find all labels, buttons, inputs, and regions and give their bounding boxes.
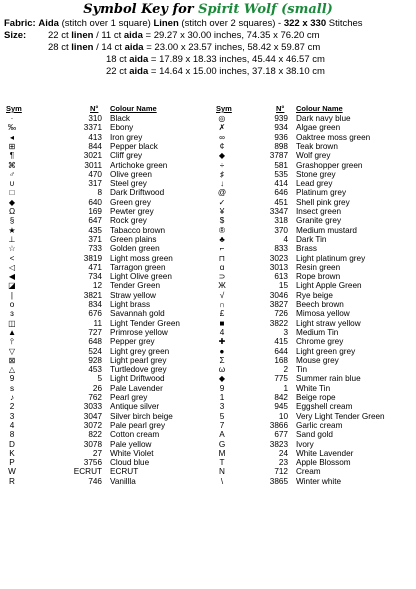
stitch-symbol: <	[9, 253, 15, 263]
thread-number: 3865	[269, 476, 288, 486]
thread-number: 3011	[84, 160, 102, 170]
thread-number: 318	[274, 216, 288, 226]
thread-number: 169	[88, 207, 102, 216]
header-name-right: Colour Name	[296, 104, 343, 113]
colour-name: Oaktree moss green	[296, 132, 371, 142]
colour-name: White Lavender	[296, 448, 354, 458]
thread-number: 3819	[83, 253, 102, 263]
colour-name: Ivory	[296, 439, 314, 449]
colour-name: Silver birch beige	[110, 411, 173, 421]
thread-number: 3033	[83, 402, 102, 412]
colour-name: Light straw yellow	[296, 318, 361, 328]
size-label-text: Size:	[4, 30, 27, 41]
stitch-symbol: ∞	[219, 132, 225, 142]
size-line-1	[48, 30, 320, 41]
stitch-symbol: ω	[218, 365, 226, 375]
thread-number: 24	[278, 448, 288, 458]
colour-name: Light Apple Green	[296, 281, 362, 291]
thread-number: 727	[88, 327, 102, 337]
colour-name: Tender Green	[110, 281, 161, 291]
colour-name: White Violet	[110, 448, 154, 458]
stitch-symbol: ∩	[219, 300, 225, 309]
colour-name: Very Light Tender Green	[296, 411, 385, 421]
colour-name: Green grey	[110, 197, 151, 207]
colour-name: Tarragon green	[110, 262, 166, 272]
thread-number: 3827	[269, 300, 288, 309]
stitch-symbol: ÷	[219, 160, 225, 170]
fabric-label: Fabric:	[4, 18, 36, 29]
thread-number: 3046	[269, 290, 288, 300]
thread-number: 726	[274, 309, 288, 319]
stitch-symbol: √	[219, 290, 225, 300]
stitch-symbol: \	[220, 476, 224, 486]
stitch-symbol: ↓	[219, 179, 225, 189]
stitch-symbol: ▲	[7, 327, 17, 337]
thread-number: 5	[97, 374, 102, 384]
colour-name: Eggshell cream	[296, 402, 353, 412]
colour-name: Summer rain blue	[296, 374, 361, 384]
colour-name: Cloud blue	[110, 458, 150, 468]
colour-name: Insect green	[296, 207, 342, 216]
thread-number: 371	[88, 234, 102, 244]
symbol-key-table	[0, 104, 416, 504]
thread-number: 8	[97, 188, 102, 198]
thread-number: 413	[88, 132, 102, 142]
size-fabric: aida	[129, 54, 149, 65]
size-dimensions: = 29.27 x 30.00 inches, 74.35 x 76.20 cm	[145, 30, 320, 41]
colour-name: Light pearl grey	[110, 355, 167, 365]
colour-name: Resin green	[296, 262, 341, 272]
size-fabric-2: aida	[124, 42, 144, 53]
stitch-symbol: £	[219, 309, 225, 319]
colour-name: Beech brown	[296, 300, 344, 309]
thread-number: 3821	[83, 290, 102, 300]
colour-name: Dark Driftwood	[110, 188, 165, 198]
stitch-symbol: Ж	[218, 281, 226, 291]
stitch-symbol: ⊥	[8, 234, 16, 244]
thread-number: 451	[274, 197, 288, 207]
stitch-symbol: ⊃	[218, 272, 226, 282]
size-count-2: / 11 ct	[96, 30, 122, 41]
stitch-symbol: ®	[218, 225, 226, 235]
colour-name: Shell pink grey	[296, 197, 350, 207]
size-count: 18 ct	[106, 54, 127, 65]
size-count: 22 ct	[48, 30, 69, 41]
stitch-symbol: N	[219, 467, 225, 477]
thread-number: 834	[88, 300, 102, 309]
thread-number: 1	[283, 383, 288, 393]
colour-name: Straw yellow	[110, 290, 156, 300]
thread-number: 934	[274, 123, 288, 133]
stitch-symbol: 4	[219, 327, 225, 337]
colour-name: Dark navy blue	[296, 114, 351, 123]
thread-number: 27	[92, 448, 102, 458]
header-num-left: N°	[90, 104, 99, 113]
thread-number: 648	[88, 337, 102, 347]
thread-number: 822	[88, 430, 102, 440]
thread-number: 733	[88, 244, 102, 254]
colour-name: Teak brown	[296, 141, 338, 151]
thread-number: 677	[274, 430, 288, 440]
colour-name: Light brass	[110, 300, 151, 309]
thread-number: 3822	[269, 318, 288, 328]
colour-name: Olive green	[110, 169, 152, 179]
thread-number: 945	[274, 402, 288, 412]
colour-name: Medium Tin	[296, 327, 339, 337]
thread-number: 3013	[269, 262, 288, 272]
stitch-symbol: ☆	[8, 244, 16, 254]
header-num-right: N°	[276, 104, 285, 113]
thread-number: 3823	[269, 439, 288, 449]
stitch-symbol: P	[9, 458, 15, 468]
colour-name: Stone grey	[296, 169, 336, 179]
stitch-symbol: ⊞	[8, 141, 16, 151]
stitch-symbol: $	[219, 216, 225, 226]
stitch-symbol: ◫	[8, 318, 16, 328]
colour-name: Granite grey	[296, 216, 342, 226]
size-label	[4, 30, 26, 41]
thread-number: 613	[274, 272, 288, 282]
colour-name: Garlic cream	[296, 420, 343, 430]
thread-number: 168	[274, 355, 288, 365]
stitch-symbol: 2	[9, 402, 15, 412]
colour-name: Pale pearl grey	[110, 420, 166, 430]
stitch-symbol: 9	[9, 374, 15, 384]
page-title	[0, 2, 416, 17]
colour-name: White Tin	[296, 383, 331, 393]
colour-name: Dark Tin	[296, 234, 327, 244]
colour-name: Brass	[296, 244, 317, 254]
thread-number: 470	[88, 169, 102, 179]
stitch-symbol: ¥	[219, 207, 225, 216]
thread-number: 3047	[83, 411, 102, 421]
colour-name: Cream	[296, 467, 321, 477]
size-dimensions: = 23.00 x 23.57 inches, 58.42 x 59.87 cm	[146, 42, 321, 53]
thread-number: 3756	[83, 458, 102, 468]
thread-number: 414	[274, 179, 288, 189]
size-fabric: linen	[71, 42, 94, 53]
thread-number: 453	[88, 365, 102, 375]
thread-number: 762	[88, 393, 102, 402]
thread-number: 3866	[269, 420, 288, 430]
colour-name: Platinum grey	[296, 188, 347, 198]
fabric-aida: Aida	[38, 18, 59, 29]
stitch-symbol: o	[9, 300, 15, 309]
stitch-symbol: W	[8, 467, 16, 477]
size-fabric: aida	[129, 66, 149, 77]
colour-name: Cliff grey	[110, 151, 143, 161]
colour-name: Rye beige	[296, 290, 333, 300]
thread-number: 3787	[269, 151, 288, 161]
thread-number: 842	[274, 393, 288, 402]
thread-number: 317	[88, 179, 102, 189]
colour-name: Winter white	[296, 476, 342, 486]
thread-number: 936	[274, 132, 288, 142]
thread-number: 2	[283, 365, 288, 375]
colour-name: Pepper grey	[110, 337, 155, 347]
size-fabric-2: aida	[123, 30, 143, 41]
thread-number: 10	[278, 411, 288, 421]
stitch-symbol: D	[9, 439, 15, 449]
stitch-symbol: T	[219, 458, 225, 468]
colour-name: Vanillla	[110, 476, 136, 486]
thread-number: 676	[88, 309, 102, 319]
size-line-3	[106, 54, 325, 65]
stitch-symbol: ♂	[8, 169, 16, 179]
stitch-symbol: ✓	[218, 197, 226, 207]
colour-name: Beige rope	[296, 393, 336, 402]
stitch-symbol: ⊓	[218, 253, 226, 263]
size-count: 22 ct	[106, 66, 127, 77]
thread-number: 535	[274, 169, 288, 179]
colour-name: Golden green	[110, 244, 160, 254]
title-pattern-name: Spirit Wolf (small)	[198, 2, 333, 17]
thread-number: 640	[88, 197, 102, 207]
colour-name: Wolf grey	[296, 151, 331, 161]
thread-number: 4	[283, 234, 288, 244]
colour-name: Lead grey	[296, 179, 333, 189]
fabric-stitches: 322 x 330	[283, 18, 327, 29]
thread-number: 3021	[83, 151, 102, 161]
stitch-symbol: ⫯	[10, 337, 14, 347]
stitch-symbol: A	[219, 430, 225, 440]
thread-number: 734	[88, 272, 102, 282]
colour-name: Light moss green	[110, 253, 173, 263]
thread-number: 3078	[83, 439, 102, 449]
stitch-symbol: ★	[8, 225, 16, 235]
stitch-symbol: Ω	[8, 207, 16, 216]
colour-name: Mouse grey	[296, 355, 339, 365]
thread-number: 26	[92, 383, 102, 393]
thread-number: 712	[274, 467, 288, 477]
stitch-symbol: 5	[219, 411, 225, 421]
thread-number: 11	[93, 318, 102, 328]
thread-number: 939	[274, 114, 288, 123]
stitch-symbol: ♪	[9, 393, 15, 402]
colour-name: Light green grey	[296, 346, 356, 356]
thread-number: 370	[274, 225, 288, 235]
fabric-linen-note: (stitch over 2 squares) -	[181, 18, 282, 29]
colour-name: Apple Blossom	[296, 458, 351, 468]
stitch-symbol: Σ	[219, 355, 225, 365]
fabric-stitches-label: Stitches	[328, 18, 363, 29]
thread-number: 833	[274, 244, 288, 254]
colour-name: Tin	[296, 365, 308, 375]
thread-number: 3347	[269, 207, 288, 216]
colour-name: Mimosa yellow	[296, 309, 350, 319]
stitch-symbol: 7	[219, 420, 225, 430]
stitch-symbol: 3	[9, 411, 15, 421]
colour-name: Iron grey	[110, 132, 143, 142]
stitch-symbol: ⌐	[219, 244, 225, 254]
stitch-symbol: ◆	[8, 197, 16, 207]
thread-number: 644	[274, 346, 288, 356]
thread-number: 898	[274, 141, 288, 151]
colour-name: Tabacco brown	[110, 225, 166, 235]
colour-name: Black	[110, 114, 131, 123]
thread-number: 3072	[83, 420, 102, 430]
stitch-symbol: K	[9, 448, 15, 458]
colour-name: Green plains	[110, 234, 157, 244]
stitch-symbol: ✗	[218, 123, 226, 133]
colour-name: Savannah gold	[110, 309, 165, 319]
thread-number: 746	[88, 476, 102, 486]
stitch-symbol: @	[217, 188, 227, 198]
thread-number: 844	[88, 141, 102, 151]
colour-name: Pearl grey	[110, 393, 148, 402]
size-dimensions: = 17.89 x 18.33 inches, 45.44 x 46.57 cm	[150, 54, 325, 65]
fabric-linen: Linen	[153, 18, 179, 29]
size-count-2: / 14 ct	[96, 42, 122, 53]
fabric-aida-note: (stitch over 1 square)	[61, 18, 151, 29]
colour-name: Pale yellow	[110, 439, 152, 449]
header-sym-right: Sym	[216, 104, 232, 113]
thread-number: 928	[88, 355, 102, 365]
colour-name: Rope brown	[296, 272, 341, 282]
colour-name: Light Driftwood	[110, 374, 165, 384]
thread-number: 415	[274, 337, 288, 347]
colour-name: Pepper black	[110, 141, 158, 151]
stitch-symbol: ◁	[8, 262, 16, 272]
thread-number: 524	[88, 346, 102, 356]
colour-name: Rock grey	[110, 216, 147, 226]
stitch-symbol: △	[8, 365, 16, 375]
stitch-symbol: M	[218, 448, 226, 458]
colour-name: Light platinum grey	[296, 253, 366, 263]
stitch-symbol: ¶	[9, 151, 15, 161]
stitch-symbol: ɑ	[219, 262, 225, 272]
stitch-symbol: ◀	[8, 272, 16, 282]
colour-name: Cotton cream	[110, 430, 160, 440]
stitch-symbol: |	[10, 290, 14, 300]
thread-number: 12	[92, 281, 102, 291]
thread-number: 3023	[269, 253, 288, 263]
colour-name: Light grey green	[110, 346, 170, 356]
header-name-left: Colour Name	[110, 104, 157, 113]
colour-name: Ebony	[110, 123, 134, 133]
stitch-symbol: ●	[219, 346, 225, 356]
stitch-symbol: ◂	[9, 132, 15, 142]
stitch-symbol: ∪	[9, 179, 15, 189]
colour-name: Algae green	[296, 123, 341, 133]
colour-name: Light Tender Green	[110, 318, 180, 328]
size-line-2	[48, 42, 320, 53]
colour-name: Medium mustard	[296, 225, 357, 235]
thread-number: 435	[88, 225, 102, 235]
stitch-symbol: ✚	[218, 337, 226, 347]
size-fabric: linen	[71, 30, 94, 41]
thread-number: 646	[274, 188, 288, 198]
colour-name: Artichoke green	[110, 160, 168, 170]
colour-name: Antique silver	[110, 402, 160, 412]
stitch-symbol: 9	[219, 383, 225, 393]
thread-number: 15	[278, 281, 288, 291]
colour-name: Light Olive green	[110, 272, 172, 282]
stitch-symbol: ·	[10, 114, 14, 123]
colour-name: Steel grey	[110, 179, 147, 189]
colour-name: Primrose yellow	[110, 327, 168, 337]
colour-name: ECRUT	[110, 467, 139, 477]
stitch-symbol: ◆	[218, 374, 226, 384]
colour-name: Pewter grey	[110, 207, 154, 216]
stitch-symbol: ¢	[219, 141, 225, 151]
thread-number: 471	[88, 262, 102, 272]
title-main: Symbol Key for	[83, 2, 194, 17]
stitch-symbol: ▽	[8, 346, 16, 356]
stitch-symbol: G	[218, 439, 226, 449]
colour-name: Sand gold	[296, 430, 333, 440]
thread-number: 775	[274, 374, 288, 384]
colour-name: Grashopper green	[296, 160, 363, 170]
stitch-symbol: 1	[219, 393, 225, 402]
stitch-symbol: ɜ	[10, 309, 14, 319]
stitch-symbol: ⌘	[7, 160, 17, 170]
stitch-symbol: ♯	[219, 169, 225, 179]
thread-number: 3371	[83, 123, 102, 133]
stitch-symbol: □	[9, 188, 15, 198]
stitch-symbol: R	[9, 476, 15, 486]
stitch-symbol: ⊠	[8, 355, 16, 365]
size-count: 28 ct	[48, 42, 69, 53]
stitch-symbol: s	[9, 383, 15, 393]
thread-number: 23	[278, 458, 288, 468]
stitch-symbol: 8	[9, 430, 15, 440]
fabric-line	[4, 18, 363, 29]
thread-number: 3	[283, 327, 288, 337]
header-sym-left: Sym	[6, 104, 22, 113]
stitch-symbol: ‰	[7, 123, 17, 133]
size-dimensions: = 14.64 x 15.00 inches, 37.18 x 38.10 cm	[150, 66, 325, 77]
stitch-symbol: ◪	[8, 281, 16, 291]
thread-number: 581	[274, 160, 288, 170]
stitch-symbol: ■	[219, 318, 225, 328]
stitch-symbol: ◎	[218, 114, 226, 123]
thread-number: 647	[88, 216, 102, 226]
stitch-symbol: ♣	[219, 234, 225, 244]
size-line-4	[106, 66, 325, 77]
colour-name: Chrome grey	[296, 337, 344, 347]
colour-name: Turtledove grey	[110, 365, 167, 375]
thread-number: ECRUT	[73, 467, 102, 477]
stitch-symbol: 3	[219, 402, 225, 412]
stitch-symbol: §	[9, 216, 15, 226]
stitch-symbol: ◆	[218, 151, 226, 161]
thread-number: 310	[88, 114, 102, 123]
colour-name: Pale Lavender	[110, 383, 163, 393]
stitch-symbol: 4	[9, 420, 15, 430]
